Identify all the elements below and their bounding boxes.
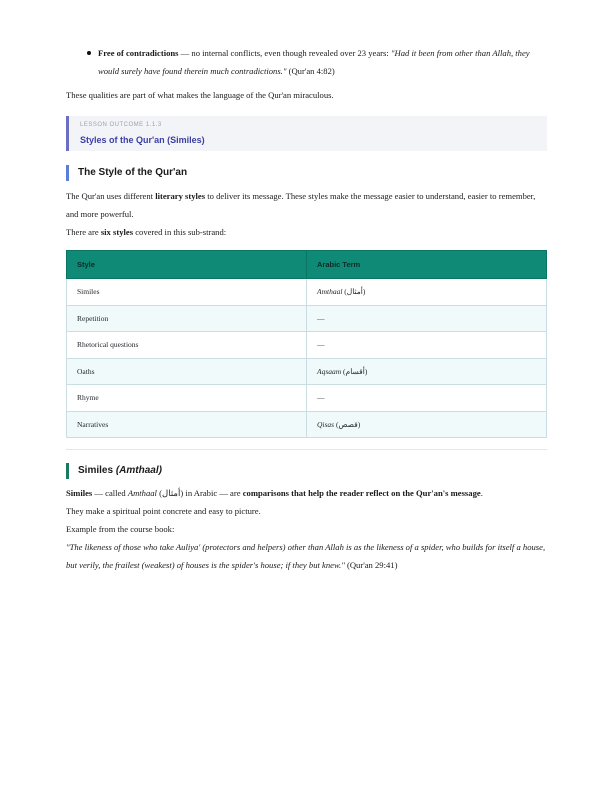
section-heading-style: The Style of the Qur'an <box>66 165 547 181</box>
text-run: (أمثال) in Arabic — are <box>156 488 243 498</box>
term-italic: Amthaal <box>317 287 343 297</box>
table-row <box>67 411 547 438</box>
qualities-list <box>66 44 547 80</box>
style-paragraph-2 <box>66 223 547 241</box>
table-row <box>67 385 547 412</box>
term-text: — <box>317 393 325 403</box>
quote-text: "The likeness of those who take Auliya' (protectors and helpers) other than Allah is as the likeness of a spider, who builds for itself a house, but verily, the frailest (weakest) of houses is the spider's house; if they but knew." <box>66 542 546 570</box>
term-italic: Qisas <box>317 419 335 429</box>
styles-table <box>66 250 547 438</box>
table-cell-style: Similes <box>67 279 307 306</box>
table-cell-style: Repetition <box>67 305 307 332</box>
section-divider <box>66 449 547 450</box>
table-row <box>67 305 547 332</box>
intro-paragraph: These qualities are part of what makes the language of the Qur'an miraculous. <box>66 90 334 100</box>
table-header-row <box>67 251 547 279</box>
style-paragraph-1 <box>66 187 547 223</box>
similes-paragraph-3: Example from the course book: <box>66 524 175 534</box>
bullet-bold: Free of contradictions <box>98 48 179 58</box>
table-cell-term <box>307 411 547 438</box>
term-italic: Aqsaam <box>317 366 342 376</box>
lesson-outcome-kicker: LESSON OUTCOME 1.1.3 <box>80 122 162 128</box>
table-cell-term <box>307 279 547 306</box>
table-row <box>67 279 547 306</box>
table-cell-term <box>307 358 547 385</box>
table-cell-style: Oaths <box>67 358 307 385</box>
list-item <box>98 44 547 80</box>
quote-reference: (Qur'an 29:41) <box>344 560 398 570</box>
table-header-arabic-term: Arabic Term <box>307 251 547 279</box>
section-heading-similes <box>66 463 547 479</box>
text-run: to deliver its message. These styles make the message easier to understand, easier to remember, and more powerful. <box>66 191 536 219</box>
term-text: — <box>317 313 325 323</box>
table-row <box>67 332 547 359</box>
table-cell-term <box>307 385 547 412</box>
table-cell-term <box>307 305 547 332</box>
text-bold: six styles <box>100 227 134 237</box>
bullet-reference: (Qur'an 4:82) <box>286 66 335 76</box>
text-bold: literary styles <box>155 191 206 201</box>
text-run: The Qur'an uses different <box>66 191 156 201</box>
text-italic: Amthaal <box>127 488 157 498</box>
text-run: covered in this sub-strand: <box>133 227 227 237</box>
table-cell-style: Rhyme <box>67 385 307 412</box>
text-bold: comparisons that help the reader reflect on the Qur'an's message <box>242 488 481 498</box>
text-bold: Similes <box>66 488 93 498</box>
bullet-quote: "Had it been from other than Allah, they would surely have found therein much contradictions." <box>98 48 530 76</box>
term-text: (أمثال) <box>342 287 366 297</box>
lesson-outcome-box <box>66 116 547 151</box>
heading-italic: (Amthaal) <box>115 465 162 476</box>
table-cell-style: Rhetorical questions <box>67 332 307 359</box>
document-page <box>66 44 547 574</box>
term-text: — <box>317 340 325 350</box>
text-run: There are <box>66 227 101 237</box>
heading-text: Similes <box>78 465 116 476</box>
similes-paragraph-1 <box>66 484 547 502</box>
text-run: — called <box>92 488 128 498</box>
table-header-style: Style <box>67 251 307 279</box>
text-run: . <box>480 488 483 498</box>
table-cell-style: Narratives <box>67 411 307 438</box>
term-text: (أقسام) <box>341 366 368 376</box>
bullet-text: — no internal conflicts, even though revealed over 23 years: <box>178 48 391 58</box>
similes-paragraph-2: They make a spiritual point concrete and easy to picture. <box>66 506 261 516</box>
lesson-outcome-title: Styles of the Qur'an (Similes) <box>80 135 205 145</box>
table-cell-term <box>307 332 547 359</box>
similes-example-quote <box>66 538 547 574</box>
term-text: (قصص) <box>334 419 361 429</box>
table-row <box>67 358 547 385</box>
